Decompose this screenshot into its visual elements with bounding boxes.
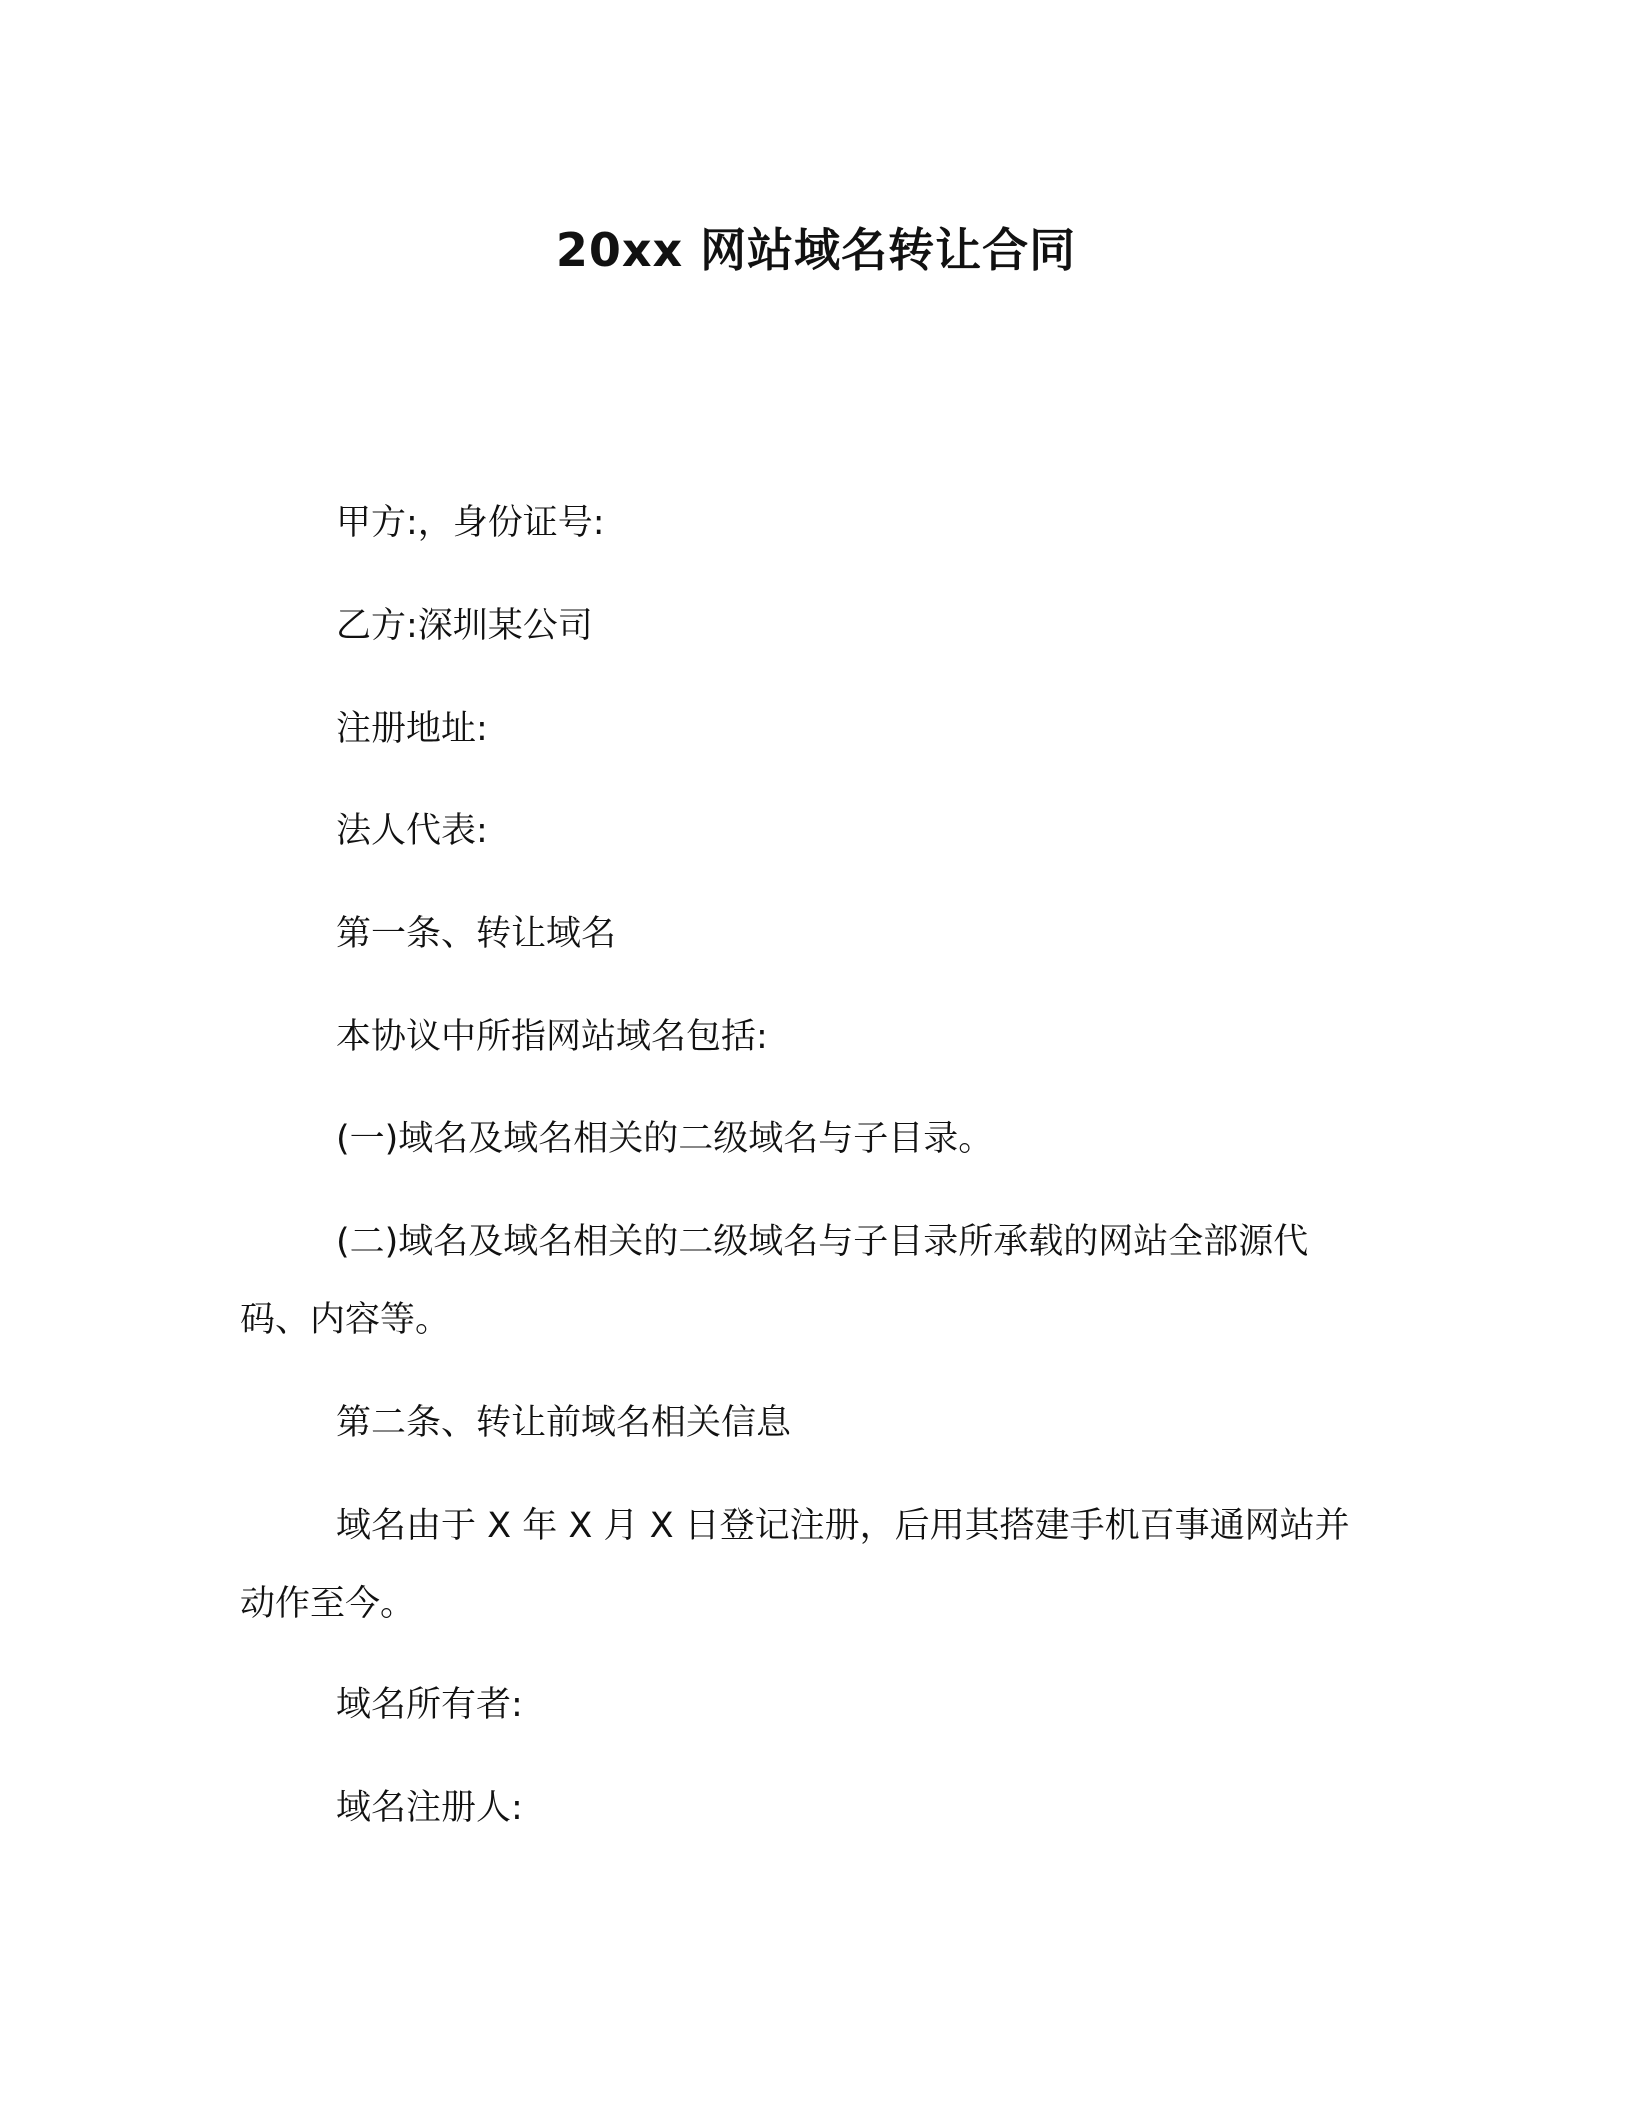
domain-owner-line: 域名所有者: <box>336 1685 523 1725</box>
registered-address-line: 注册地址: <box>336 709 488 749</box>
legal-representative-line: 法人代表: <box>336 811 488 851</box>
article-one-heading: 第一条、转让域名 <box>336 914 617 954</box>
party-a-line: 甲方:，身份证号: <box>336 503 605 543</box>
article-one-item-2: (二)域名及域名相关的二级域名与子目录所承载的网站全部源代码、内容等。 <box>240 1222 1309 1340</box>
domain-registration-info: 域名由于 X 年 X 月 X 日登记注册，后用其搭建手机百事通网站并动作至今。 <box>240 1506 1350 1624</box>
article-one-intro: 本协议中所指网站域名包括: <box>336 1017 768 1057</box>
article-one-item-1: (一)域名及域名相关的二级域名与子目录。 <box>336 1119 994 1159</box>
party-b-line: 乙方:深圳某公司 <box>336 606 593 646</box>
article-two-heading: 第二条、转让前域名相关信息 <box>336 1403 792 1443</box>
document-title: 20xx 网站域名转让合同 <box>555 223 1077 277</box>
domain-registrant-line: 域名注册人: <box>336 1788 523 1828</box>
